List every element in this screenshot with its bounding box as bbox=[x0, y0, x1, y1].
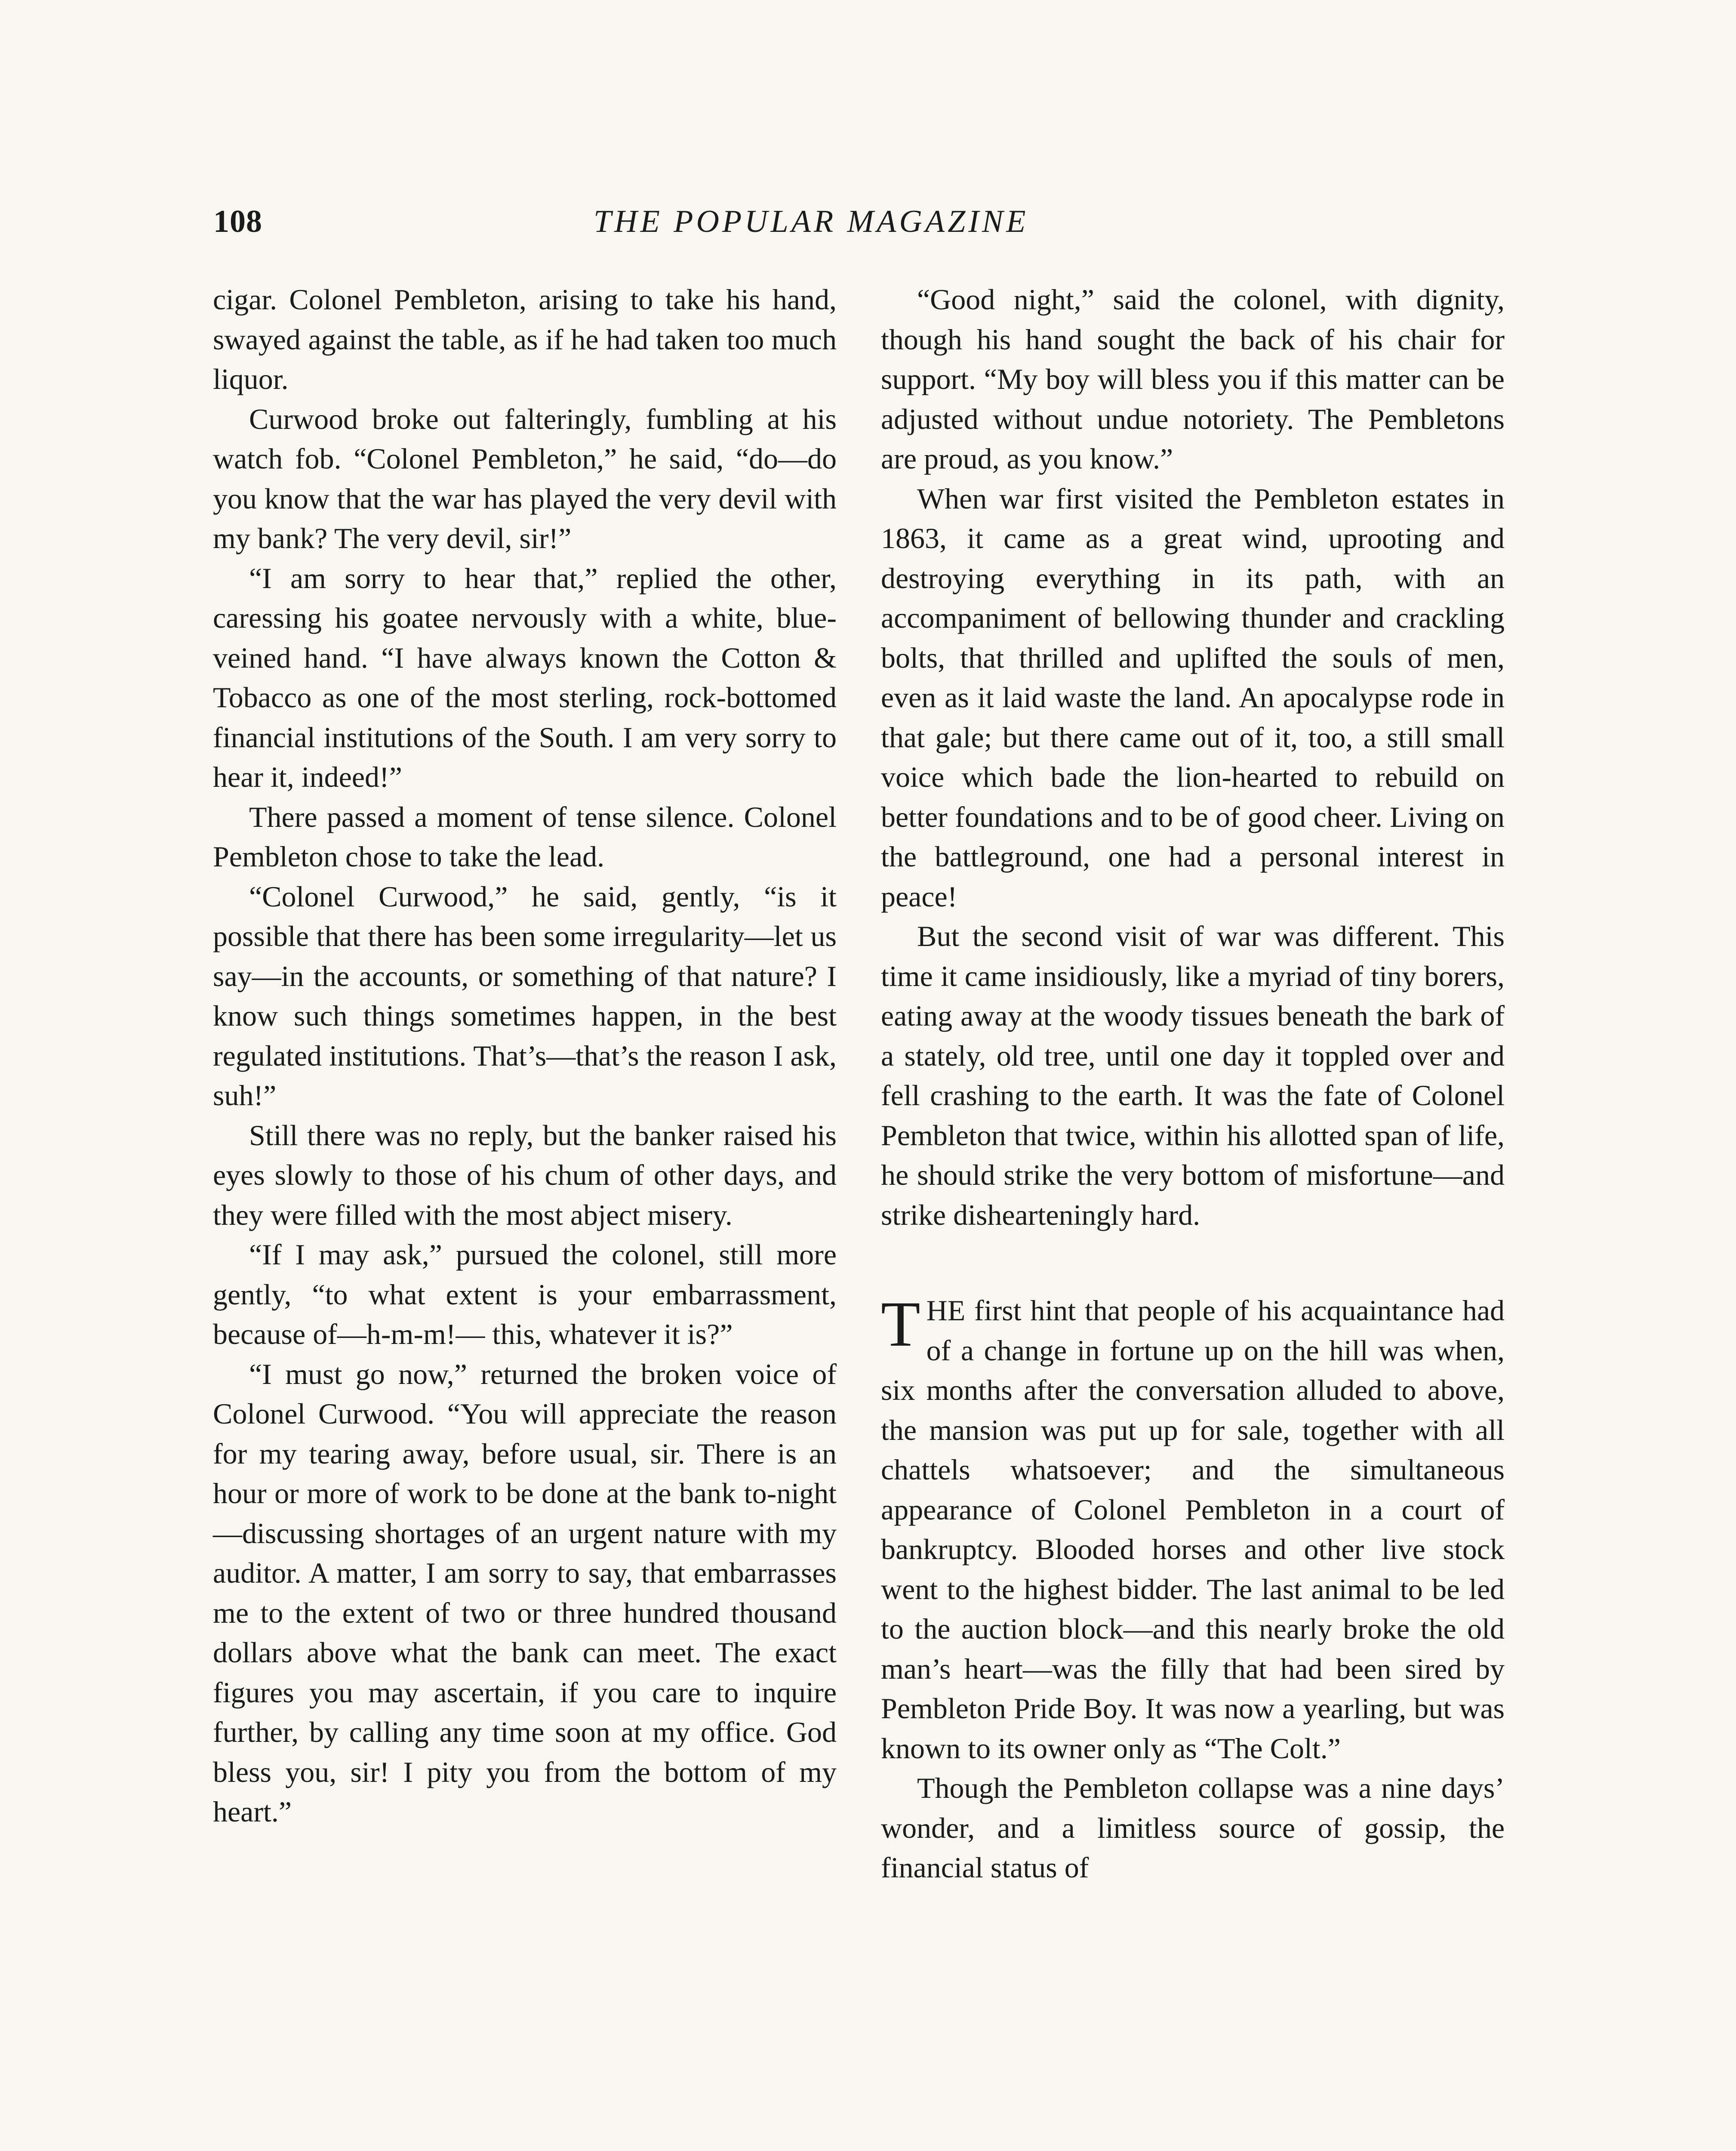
left-column bbox=[213, 280, 837, 1832]
page-number: 108 bbox=[213, 204, 262, 239]
right-column bbox=[881, 280, 1505, 1888]
paragraph: Curwood broke out falteringly, fumbling at his watch fob. “Colonel Pembleton,” he said, “do—do you know that the war has played the very devil with my bank? The very devil, sir!” bbox=[213, 402, 837, 555]
section-break bbox=[881, 1235, 1505, 1291]
drop-cap: T bbox=[881, 1288, 920, 1360]
paragraph: “I am sorry to hear that,” replied the other, caressing his goatee nervously with a white, blue-veined hand. “I have always known the Cotton & Tobacco as one of the most sterling, rock-bottomed financial institutions of the South. I am very sorry to hear it, indeed!” bbox=[213, 561, 837, 793]
paragraph: But the second visit of war was different. This time it came insidiously, like a myriad of tiny borers, eating away at the woody tissues beneath the bark of a stately, old tree, until one day it toppled over and fell crashing to the earth. It was the fate of Colonel Pembleton that twice, within his allotted span of life, he should strike the very bottom of misfortune—and strike dishearteningly hard. bbox=[881, 920, 1505, 1231]
paragraph: Still there was no reply, but the banker raised his eyes slowly to those of his chum of other days, and they were filled with the most abject misery. bbox=[213, 1119, 837, 1231]
paragraph: When war first visited the Pembleton estates in 1863, it came as a great wind, uprooting and destroying everything in its path, with an accompaniment of bellowing thunder and crackling bolts, that thrilled and uplifted the souls of men, even as it laid waste the land. An apocalypse rode in that gale; but there came out of it, too, a still small voice which bade the lion-hearted to rebuild on better foundations and to be of good cheer. Living on the battleground, one had a personal interest in peace! bbox=[881, 482, 1505, 913]
paragraph: cigar. Colonel Pembleton, arising to take his hand, swayed against the table, as if he had taken too much liquor. bbox=[213, 283, 837, 395]
paragraph: Though the Pembleton collapse was a nine days’ wonder, and a limitless source of gossip, the financial status of bbox=[881, 1772, 1505, 1884]
paragraph: “Good night,” said the colonel, with dignity, though his hand sought the back of his chair for support. “My boy will bless you if this matter can be adjusted without undue notoriety. The Pembletons are proud, as you know.” bbox=[881, 283, 1505, 475]
paragraph: “If I may ask,” pursued the colonel, still more gently, “to what extent is your embarrassment, because of—h-m-m!— this, whatever it is?” bbox=[213, 1238, 837, 1350]
section-opening-paragraph bbox=[881, 1288, 1505, 1768]
paragraph: There passed a moment of tense silence. Colonel Pembleton chose to take the lead. bbox=[213, 800, 837, 873]
running-head: THE POPULAR MAGAZINE bbox=[594, 204, 1029, 239]
paragraph: “I must go now,” returned the broken voice of Colonel Curwood. “You will appreciate the reason for my tearing away, before usual, sir. There is an hour or more of work to be done at the bank to-night—discussing shortages of an urgent nature with my auditor. A matter, I am sorry to say, that embarrasses me to the extent of two or three hundred thousand dollars above what the bank can meet. The exact figures you may ascertain, if you care to inquire further, by calling any time soon at my office. God bless you, sir! I pity you from the bottom of my heart.” bbox=[213, 1357, 837, 1828]
paragraph: “Colonel Curwood,” he said, gently, “is it possible that there has been some irregularity—let us say—in the accounts, or something of that nature? I know such things sometimes happen, in the best regulated institutions. That’s—that’s the reason I ask, suh!” bbox=[213, 880, 837, 1112]
section-opening-text: HE first hint that people of his acquaintance had of a change in fortune up on the hill was when, six months after the conversation alluded to above, the mansion was put up for sale, together with all chattels whatsoever; and the simultaneous appearance of Colonel Pembleton in a court of bankruptcy. Blooded horses and other live stock went to the highest bidder. The last animal to be led to the auction block—and this nearly broke the old man’s heart—was the filly that had been sired by Pembleton Pride Boy. It was now a yearling, but was known to its owner only as “The Colt.” bbox=[881, 1294, 1505, 1765]
